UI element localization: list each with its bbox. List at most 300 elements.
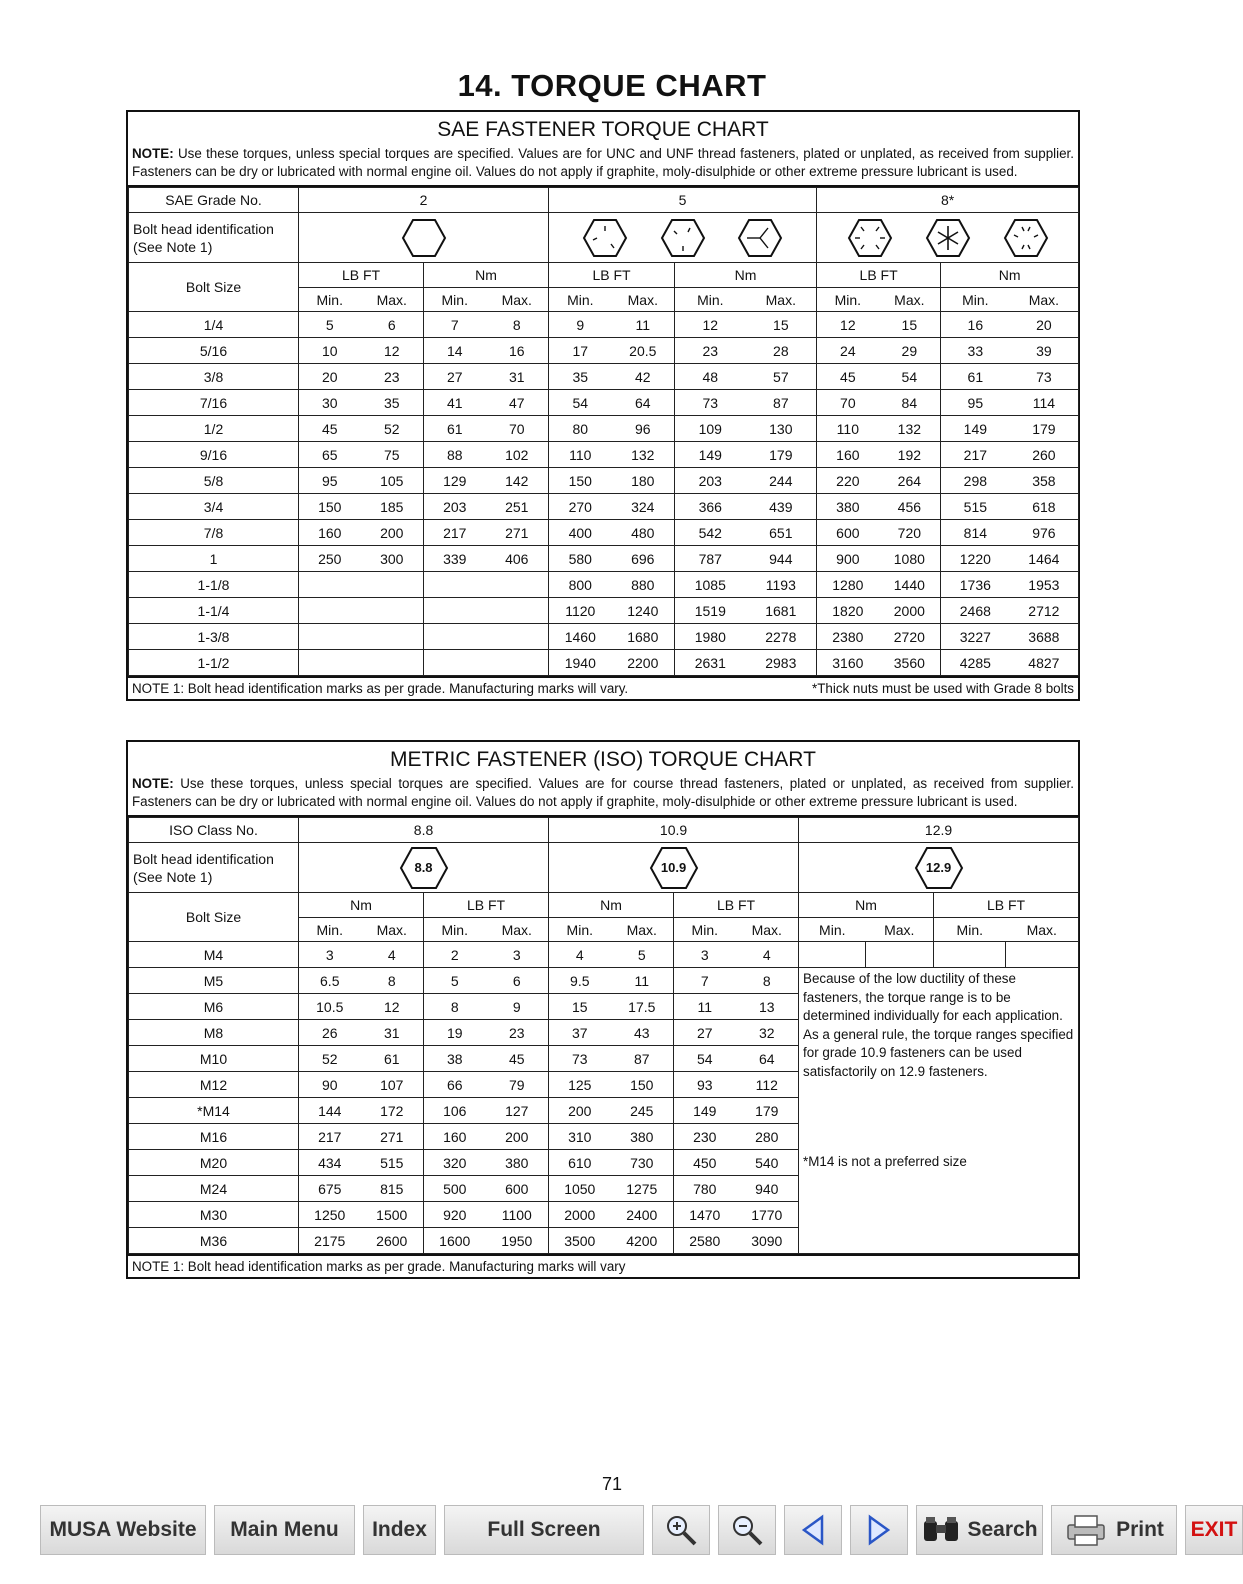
- metric-class-10-9-icon-cell: [549, 843, 799, 893]
- sae-table-row: [129, 572, 1079, 598]
- sae-max-header: Max.: [486, 288, 549, 312]
- sae-value-cell: 2278: [746, 624, 817, 650]
- sae-value-cell: 800: [549, 572, 612, 598]
- previous-page-button[interactable]: [784, 1505, 842, 1555]
- sae-value-cell: 271: [486, 520, 549, 546]
- metric-empty-cell: [799, 942, 866, 968]
- metric-value-cell: 5: [424, 968, 486, 994]
- metric-empty-cell: [934, 942, 1006, 968]
- sae-max-header: Max.: [879, 288, 941, 312]
- sae-value-cell: 24: [817, 338, 879, 364]
- metric-value-cell: 5: [611, 942, 674, 968]
- metric-value-cell: 93: [674, 1072, 736, 1098]
- index-button[interactable]: Index: [363, 1505, 436, 1555]
- metric-value-cell: 160: [424, 1124, 486, 1150]
- sae-value-cell: 114: [1010, 390, 1079, 416]
- metric-unit-header: Nm: [549, 893, 674, 918]
- metric-value-cell: 2580: [674, 1228, 736, 1254]
- metric-value-cell: 3090: [736, 1228, 799, 1254]
- sae-value-cell: 200: [361, 520, 424, 546]
- sae-value-cell: [486, 624, 549, 650]
- sae-unit-header: Nm: [941, 263, 1079, 288]
- sae-min-header: Min.: [941, 288, 1010, 312]
- sae-value-cell: [299, 572, 361, 598]
- sae-value-cell: 2720: [879, 624, 941, 650]
- sae-value-cell: [299, 598, 361, 624]
- sae-table-row: [129, 624, 1079, 650]
- zoom-in-icon: [664, 1513, 698, 1547]
- sae-value-cell: 179: [746, 442, 817, 468]
- zoom-in-button[interactable]: [652, 1505, 710, 1555]
- sae-bolt-size-cell: 5/16: [129, 338, 299, 364]
- sae-value-cell: 35: [549, 364, 612, 390]
- metric-min-header: Min.: [424, 918, 486, 942]
- sae-value-cell: 150: [549, 468, 612, 494]
- metric-min-header: Min.: [934, 918, 1006, 942]
- sae-value-cell: 3160: [817, 650, 879, 676]
- sae-value-cell: 4827: [1010, 650, 1079, 676]
- metric-value-cell: 4: [361, 942, 424, 968]
- sae-value-cell: [361, 624, 424, 650]
- sae-value-cell: 102: [486, 442, 549, 468]
- exit-button[interactable]: EXIT: [1185, 1505, 1243, 1555]
- sae-value-cell: 298: [941, 468, 1010, 494]
- search-button-label: Search: [967, 1518, 1038, 1541]
- sae-value-cell: 1440: [879, 572, 941, 598]
- sae-table-row: [129, 598, 1079, 624]
- sae-value-cell: [361, 572, 424, 598]
- sae-value-cell: 9: [549, 312, 612, 338]
- metric-value-cell: 61: [361, 1046, 424, 1072]
- sae-value-cell: 251: [486, 494, 549, 520]
- sae-value-cell: 96: [612, 416, 675, 442]
- metric-value-cell: 2000: [549, 1202, 611, 1228]
- metric-value-cell: 54: [674, 1046, 736, 1072]
- sae-value-cell: 39: [1010, 338, 1079, 364]
- sae-value-cell: 8: [486, 312, 549, 338]
- sae-value-cell: 217: [941, 442, 1010, 468]
- metric-value-cell: 31: [361, 1020, 424, 1046]
- metric-chart-title: METRIC FASTENER (ISO) TORQUE CHART: [390, 748, 816, 771]
- sae-value-cell: 366: [675, 494, 746, 520]
- metric-value-cell: 230: [674, 1124, 736, 1150]
- sae-value-cell: 1085: [675, 572, 746, 598]
- metric-value-cell: 1770: [736, 1202, 799, 1228]
- main-menu-button[interactable]: Main Menu: [214, 1505, 355, 1555]
- metric-value-cell: 149: [674, 1098, 736, 1124]
- sae-torque-chart: [126, 110, 1080, 701]
- sae-value-cell: 130: [746, 416, 817, 442]
- sae-value-cell: 1680: [612, 624, 675, 650]
- sae-value-cell: 3688: [1010, 624, 1079, 650]
- sae-value-cell: 3227: [941, 624, 1010, 650]
- metric-value-cell: 1250: [299, 1202, 361, 1228]
- metric-value-cell: 1950: [486, 1228, 549, 1254]
- sae-value-cell: 300: [361, 546, 424, 572]
- sae-table: [128, 187, 1079, 676]
- sae-bolt-size-cell: 1-1/8: [129, 572, 299, 598]
- metric-class-8-8-icon-cell: [299, 843, 549, 893]
- sae-value-cell: 1460: [549, 624, 612, 650]
- metric-value-cell: 1275: [611, 1176, 674, 1202]
- sae-value-cell: 73: [1010, 364, 1079, 390]
- sae-value-cell: 3560: [879, 650, 941, 676]
- sae-value-cell: 1980: [675, 624, 746, 650]
- metric-value-cell: 3: [674, 942, 736, 968]
- metric-m14-note: *M14 is not a preferred size: [799, 1124, 1079, 1254]
- metric-max-header: Max.: [1006, 918, 1079, 942]
- sae-value-cell: 88: [424, 442, 486, 468]
- sae-table-row: [129, 650, 1079, 676]
- metric-value-cell: 2400: [611, 1202, 674, 1228]
- sae-value-cell: 132: [879, 416, 941, 442]
- sae-value-cell: 132: [612, 442, 675, 468]
- printer-icon: [1064, 1513, 1108, 1547]
- metric-value-cell: 38: [424, 1046, 486, 1072]
- metric-value-cell: 1600: [424, 1228, 486, 1254]
- metric-note: [128, 775, 1078, 817]
- metric-value-cell: 2175: [299, 1228, 361, 1254]
- sae-value-cell: 16: [941, 312, 1010, 338]
- hex-bolt-3-lines-b-icon: [660, 218, 706, 258]
- sae-grade-2-icons: [299, 213, 549, 263]
- sae-value-cell: 73: [675, 390, 746, 416]
- sae-value-cell: 720: [879, 520, 941, 546]
- metric-max-header: Max.: [486, 918, 549, 942]
- metric-value-cell: 8: [424, 994, 486, 1020]
- sae-table-row: [129, 338, 1079, 364]
- metric-value-cell: 11: [611, 968, 674, 994]
- sae-value-cell: 41: [424, 390, 486, 416]
- metric-value-cell: 245: [611, 1098, 674, 1124]
- metric-value-cell: 1100: [486, 1202, 549, 1228]
- metric-value-cell: 515: [361, 1150, 424, 1176]
- sae-value-cell: 264: [879, 468, 941, 494]
- metric-value-cell: 310: [549, 1124, 611, 1150]
- metric-value-cell: 66: [424, 1072, 486, 1098]
- metric-value-cell: 19: [424, 1020, 486, 1046]
- sae-value-cell: 47: [486, 390, 549, 416]
- navigation-toolbar: [40, 1505, 1243, 1555]
- metric-value-cell: 23: [486, 1020, 549, 1046]
- metric-value-cell: 87: [611, 1046, 674, 1072]
- metric-value-cell: 280: [736, 1124, 799, 1150]
- sae-bolt-size-label: Bolt Size: [129, 263, 299, 312]
- arrow-right-icon: [866, 1514, 892, 1546]
- sae-value-cell: 1120: [549, 598, 612, 624]
- metric-value-cell: 37: [549, 1020, 611, 1046]
- sae-table-row: [129, 442, 1079, 468]
- sae-bolt-size-cell: 7/8: [129, 520, 299, 546]
- sae-value-cell: 696: [612, 546, 675, 572]
- sae-value-cell: 75: [361, 442, 424, 468]
- metric-table: [128, 817, 1079, 1254]
- metric-unit-header: LB FT: [934, 893, 1079, 918]
- metric-value-cell: 179: [736, 1098, 799, 1124]
- metric-value-cell: 217: [299, 1124, 361, 1150]
- sae-bolt-size-cell: 1/4: [129, 312, 299, 338]
- sae-value-cell: 54: [549, 390, 612, 416]
- metric-value-cell: 940: [736, 1176, 799, 1202]
- sae-value-cell: 70: [817, 390, 879, 416]
- metric-note-label: NOTE:: [132, 776, 174, 791]
- metric-empty-cell: [866, 942, 934, 968]
- hex-bolt-3-lines-c-icon: [737, 218, 783, 258]
- metric-value-cell: 144: [299, 1098, 361, 1124]
- hex-bolt-10-9-icon: [649, 846, 699, 890]
- sae-value-cell: 12: [675, 312, 746, 338]
- metric-value-cell: 79: [486, 1072, 549, 1098]
- metric-bolt-size-label: Bolt Size: [129, 893, 299, 942]
- sae-value-cell: 217: [424, 520, 486, 546]
- metric-torque-chart: [126, 740, 1080, 1279]
- metric-value-cell: 112: [736, 1072, 799, 1098]
- metric-class-10-9: 10.9: [549, 818, 799, 843]
- metric-value-cell: 3: [299, 942, 361, 968]
- sae-value-cell: 20: [1010, 312, 1079, 338]
- hex-bolt-10-9-label: 10.9: [660, 859, 687, 875]
- sae-value-cell: 109: [675, 416, 746, 442]
- sae-unit-header: LB FT: [299, 263, 424, 288]
- sae-value-cell: 1953: [1010, 572, 1079, 598]
- sae-max-header: Max.: [1010, 288, 1079, 312]
- sae-value-cell: 1240: [612, 598, 675, 624]
- sae-value-cell: 15: [879, 312, 941, 338]
- print-button[interactable]: [1051, 1505, 1177, 1555]
- metric-value-cell: 434: [299, 1150, 361, 1176]
- metric-bolt-size-cell: M16: [129, 1124, 299, 1150]
- sae-footnote: [128, 676, 1078, 699]
- sae-value-cell: 95: [299, 468, 361, 494]
- metric-ductility-note: Because of the low ductility of these fasteners, the torque range is to be determined individually for each application. As a general rule, the torque ranges specified for grade 10.9 fasteners can be used satisfactorily on 12.9 fasteners.: [799, 968, 1079, 1124]
- metric-value-cell: 4200: [611, 1228, 674, 1254]
- metric-max-header: Max.: [361, 918, 424, 942]
- metric-value-cell: 26: [299, 1020, 361, 1046]
- sae-value-cell: 787: [675, 546, 746, 572]
- sae-value-cell: [361, 650, 424, 676]
- hex-bolt-8-8-label: 8.8: [414, 859, 433, 875]
- sae-value-cell: 57: [746, 364, 817, 390]
- metric-value-cell: 540: [736, 1150, 799, 1176]
- sae-min-header: Min.: [299, 288, 361, 312]
- metric-value-cell: 15: [549, 994, 611, 1020]
- sae-bolt-size-cell: 3/4: [129, 494, 299, 520]
- sae-value-cell: 2631: [675, 650, 746, 676]
- sae-bolt-size-cell: 5/8: [129, 468, 299, 494]
- metric-value-cell: 500: [424, 1176, 486, 1202]
- metric-bolt-size-cell: M5: [129, 968, 299, 994]
- sae-grade-label: SAE Grade No.: [129, 188, 299, 213]
- metric-min-header: Min.: [299, 918, 361, 942]
- metric-value-cell: 73: [549, 1046, 611, 1072]
- sae-value-cell: 406: [486, 546, 549, 572]
- metric-value-cell: 675: [299, 1176, 361, 1202]
- sae-table-row: [129, 364, 1079, 390]
- metric-value-cell: 4: [736, 942, 799, 968]
- next-page-button[interactable]: [850, 1505, 908, 1555]
- sae-value-cell: 17: [549, 338, 612, 364]
- sae-value-cell: 192: [879, 442, 941, 468]
- metric-value-cell: 2: [424, 942, 486, 968]
- sae-value-cell: 203: [675, 468, 746, 494]
- hex-bolt-plain-icon: [401, 218, 447, 258]
- sae-value-cell: 23: [361, 364, 424, 390]
- metric-value-cell: 730: [611, 1150, 674, 1176]
- metric-class-12-9: 12.9: [799, 818, 1079, 843]
- sae-value-cell: 260: [1010, 442, 1079, 468]
- sae-footnote-left: NOTE 1: Bolt head identification marks as per grade. Manufacturing marks will vary.: [132, 681, 629, 696]
- metric-class-8-8: 8.8: [299, 818, 549, 843]
- metric-value-cell: 6: [486, 968, 549, 994]
- sae-value-cell: 2468: [941, 598, 1010, 624]
- metric-value-cell: 380: [486, 1150, 549, 1176]
- sae-value-cell: 651: [746, 520, 817, 546]
- sae-value-cell: 45: [299, 416, 361, 442]
- sae-value-cell: 400: [549, 520, 612, 546]
- metric-value-cell: 12: [361, 994, 424, 1020]
- sae-unit-header: LB FT: [549, 263, 675, 288]
- sae-value-cell: 270: [549, 494, 612, 520]
- metric-bolt-size-cell: M8: [129, 1020, 299, 1046]
- metric-value-cell: 17.5: [611, 994, 674, 1020]
- metric-bolt-size-cell: M30: [129, 1202, 299, 1228]
- metric-value-cell: 8: [736, 968, 799, 994]
- metric-value-cell: 271: [361, 1124, 424, 1150]
- sae-value-cell: [424, 650, 486, 676]
- sae-value-cell: 1940: [549, 650, 612, 676]
- sae-value-cell: 5: [299, 312, 361, 338]
- print-button-label: Print: [1116, 1518, 1164, 1541]
- sae-value-cell: 250: [299, 546, 361, 572]
- sae-value-cell: 185: [361, 494, 424, 520]
- sae-table-row: [129, 520, 1079, 546]
- hex-bolt-8-8-icon: [399, 846, 449, 890]
- sae-value-cell: 380: [817, 494, 879, 520]
- sae-value-cell: 142: [486, 468, 549, 494]
- metric-value-cell: 172: [361, 1098, 424, 1124]
- sae-value-cell: 2200: [612, 650, 675, 676]
- sae-footnote-right: *Thick nuts must be used with Grade 8 bolts: [812, 681, 1074, 696]
- sae-value-cell: [424, 572, 486, 598]
- sae-min-header: Min.: [424, 288, 486, 312]
- search-button[interactable]: [916, 1505, 1043, 1555]
- sae-grade-5-icons: [549, 213, 817, 263]
- sae-chart-title: SAE FASTENER TORQUE CHART: [437, 118, 769, 141]
- sae-table-row: [129, 468, 1079, 494]
- sae-value-cell: 87: [746, 390, 817, 416]
- metric-value-cell: 6.5: [299, 968, 361, 994]
- sae-value-cell: 339: [424, 546, 486, 572]
- metric-max-header: Max.: [866, 918, 934, 942]
- metric-bolt-size-cell: M12: [129, 1072, 299, 1098]
- sae-value-cell: 580: [549, 546, 612, 572]
- metric-bolt-head-label: Bolt head identification (See Note 1): [129, 843, 299, 893]
- sae-note-label: NOTE:: [132, 146, 174, 161]
- metric-value-cell: 7: [674, 968, 736, 994]
- metric-bolt-size-cell: M4: [129, 942, 299, 968]
- sae-value-cell: 28: [746, 338, 817, 364]
- sae-value-cell: 33: [941, 338, 1010, 364]
- metric-value-cell: 27: [674, 1020, 736, 1046]
- sae-bolt-size-cell: 1: [129, 546, 299, 572]
- metric-value-cell: 4: [549, 942, 611, 968]
- sae-value-cell: 179: [1010, 416, 1079, 442]
- metric-value-cell: 8: [361, 968, 424, 994]
- sae-value-cell: 160: [299, 520, 361, 546]
- sae-bolt-size-cell: 9/16: [129, 442, 299, 468]
- sae-value-cell: 2983: [746, 650, 817, 676]
- sae-value-cell: 105: [361, 468, 424, 494]
- sae-value-cell: [424, 624, 486, 650]
- sae-value-cell: 2712: [1010, 598, 1079, 624]
- hex-bolt-6-lines-b-icon: [1003, 218, 1049, 258]
- zoom-out-button[interactable]: [718, 1505, 776, 1555]
- metric-value-cell: 90: [299, 1072, 361, 1098]
- metric-table-row: [129, 1124, 1079, 1150]
- sae-value-cell: 203: [424, 494, 486, 520]
- sae-unit-header: Nm: [675, 263, 817, 288]
- sae-value-cell: 1519: [675, 598, 746, 624]
- metric-unit-header: LB FT: [674, 893, 799, 918]
- metric-value-cell: 10.5: [299, 994, 361, 1020]
- sae-value-cell: [424, 598, 486, 624]
- sae-grade-2: 2: [299, 188, 549, 213]
- metric-value-cell: 150: [611, 1072, 674, 1098]
- sae-table-body: [129, 312, 1079, 676]
- sae-value-cell: 618: [1010, 494, 1079, 520]
- musa-website-button[interactable]: MUSA Website: [40, 1505, 206, 1555]
- sae-table-row: [129, 390, 1079, 416]
- hex-bolt-12-9-label: 12.9: [925, 859, 952, 875]
- metric-value-cell: 200: [486, 1124, 549, 1150]
- metric-table-body: [129, 942, 1079, 1254]
- hex-bolt-12-9-icon: [914, 846, 964, 890]
- sae-value-cell: [486, 650, 549, 676]
- metric-value-cell: 43: [611, 1020, 674, 1046]
- hex-bolt-6-lines-a-icon: [847, 218, 893, 258]
- sae-value-cell: 1280: [817, 572, 879, 598]
- sae-value-cell: 2380: [817, 624, 879, 650]
- sae-note-text: Use these torques, unless special torques are specified. Values are for UNC and UNF thread fasteners, plated or unplated, as received from supplier. Fasteners can be dry or lubricated with normal engine oil. Values do not apply if graphite, moly-disulphide or other extreme pressure lubricant is used.: [132, 146, 1074, 179]
- sae-value-cell: 10: [299, 338, 361, 364]
- metric-bolt-size-cell: M36: [129, 1228, 299, 1254]
- sae-value-cell: 1681: [746, 598, 817, 624]
- metric-table-row: [129, 968, 1079, 994]
- metric-value-cell: 13: [736, 994, 799, 1020]
- sae-value-cell: 12: [817, 312, 879, 338]
- sae-value-cell: 42: [612, 364, 675, 390]
- sae-value-cell: 4285: [941, 650, 1010, 676]
- metric-value-cell: 11: [674, 994, 736, 1020]
- sae-value-cell: 480: [612, 520, 675, 546]
- sae-value-cell: 244: [746, 468, 817, 494]
- metric-value-cell: 1500: [361, 1202, 424, 1228]
- full-screen-button[interactable]: Full Screen: [444, 1505, 644, 1555]
- hex-bolt-3-lines-a-icon: [582, 218, 628, 258]
- sae-bolt-size-cell: 1-1/4: [129, 598, 299, 624]
- sae-value-cell: 324: [612, 494, 675, 520]
- sae-table-row: [129, 546, 1079, 572]
- metric-bolt-size-cell: M10: [129, 1046, 299, 1072]
- sae-value-cell: 29: [879, 338, 941, 364]
- arrow-left-icon: [800, 1514, 826, 1546]
- metric-min-header: Min.: [549, 918, 611, 942]
- metric-value-cell: 127: [486, 1098, 549, 1124]
- page-title: 14. TORQUE CHART: [457, 68, 767, 103]
- metric-class-12-9-icon-cell: [799, 843, 1079, 893]
- sae-value-cell: [361, 598, 424, 624]
- sae-value-cell: 220: [817, 468, 879, 494]
